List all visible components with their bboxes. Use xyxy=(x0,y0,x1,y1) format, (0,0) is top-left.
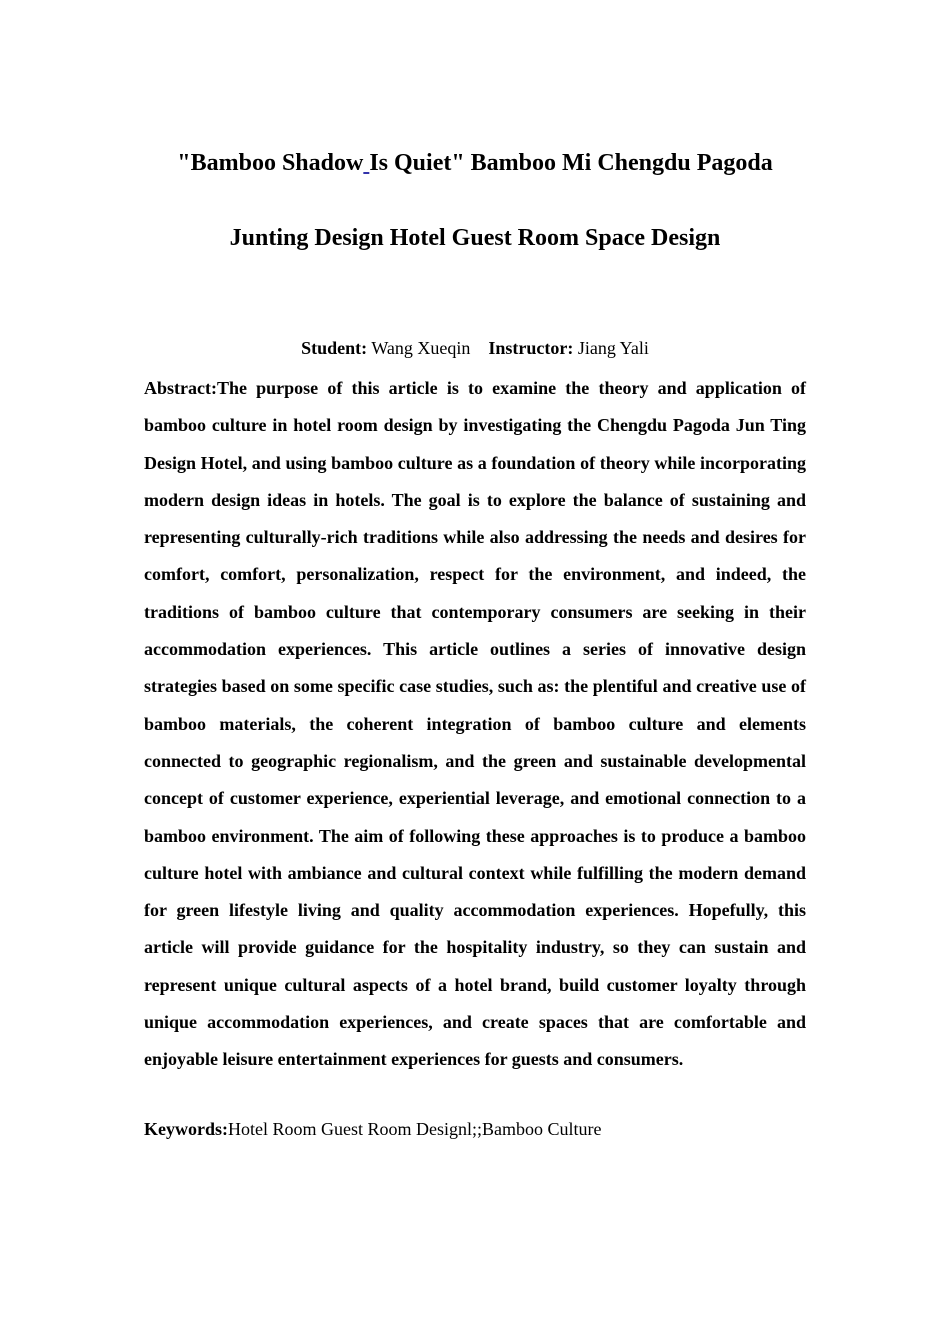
instructor-label: Instructor: xyxy=(488,338,574,358)
abstract-text: The purpose of this article is to examine the theory and application of bamboo culture in hotel room design by investigating the Chengdu Pagoda Jun Ting Design Hotel, and using bamboo culture as a foundation of theory while incorporating modern design ideas in hotels. The goal is to explore the balance of sustaining and representing culturally-rich traditions while also addressing the needs and desires for comfort, comfort, personalization, respect for the environment, and indeed, the traditions of bamboo culture that contemporary consumers are seeking in their accommodation experiences. This article outlines a series of innovative design strategies based on some specific case studies, such as: the plentiful and creative use of bamboo materials, the coherent integration of bamboo culture and elements connected to geographic regionalism, and the green and sustainable developmental concept of customer experience, experiential leverage, and emotional connection to a bamboo environment. The aim of following these approaches is to produce a bamboo culture hotel with ambiance and cultural context while fulfilling the modern demand for green lifestyle living and quality accommodation experiences. Hopefully, this article will provide guidance for the hospitality industry, so they can sustain and represent unique cultural aspects of a hotel brand, build customer loyalty through unique accommodation experiences, and create spaces that are comfortable and enjoyable leisure entertainment experiences for guests and consumers. xyxy=(144,378,806,1070)
keywords-label: Keywords: xyxy=(144,1119,228,1139)
title-part-2: Is Quiet" Bamboo Mi Chengdu Pagoda xyxy=(369,150,773,176)
student-name: Wang Xueqin xyxy=(367,338,471,358)
title-line-2: Junting Design Hotel Guest Room Space Design xyxy=(229,225,721,251)
student-label: Student: xyxy=(301,338,368,358)
abstract-paragraph xyxy=(144,370,806,1079)
author-byline xyxy=(0,335,950,361)
keywords-text: Hotel Room Guest Room Designl;;Bamboo Culture xyxy=(228,1119,602,1139)
keywords-line xyxy=(144,1116,806,1142)
instructor-name: Jiang Yali xyxy=(573,338,649,358)
title-part-1: "Bamboo Shadow xyxy=(177,150,364,176)
abstract-label: Abstract: xyxy=(144,378,217,398)
title-line-1 xyxy=(0,148,950,178)
